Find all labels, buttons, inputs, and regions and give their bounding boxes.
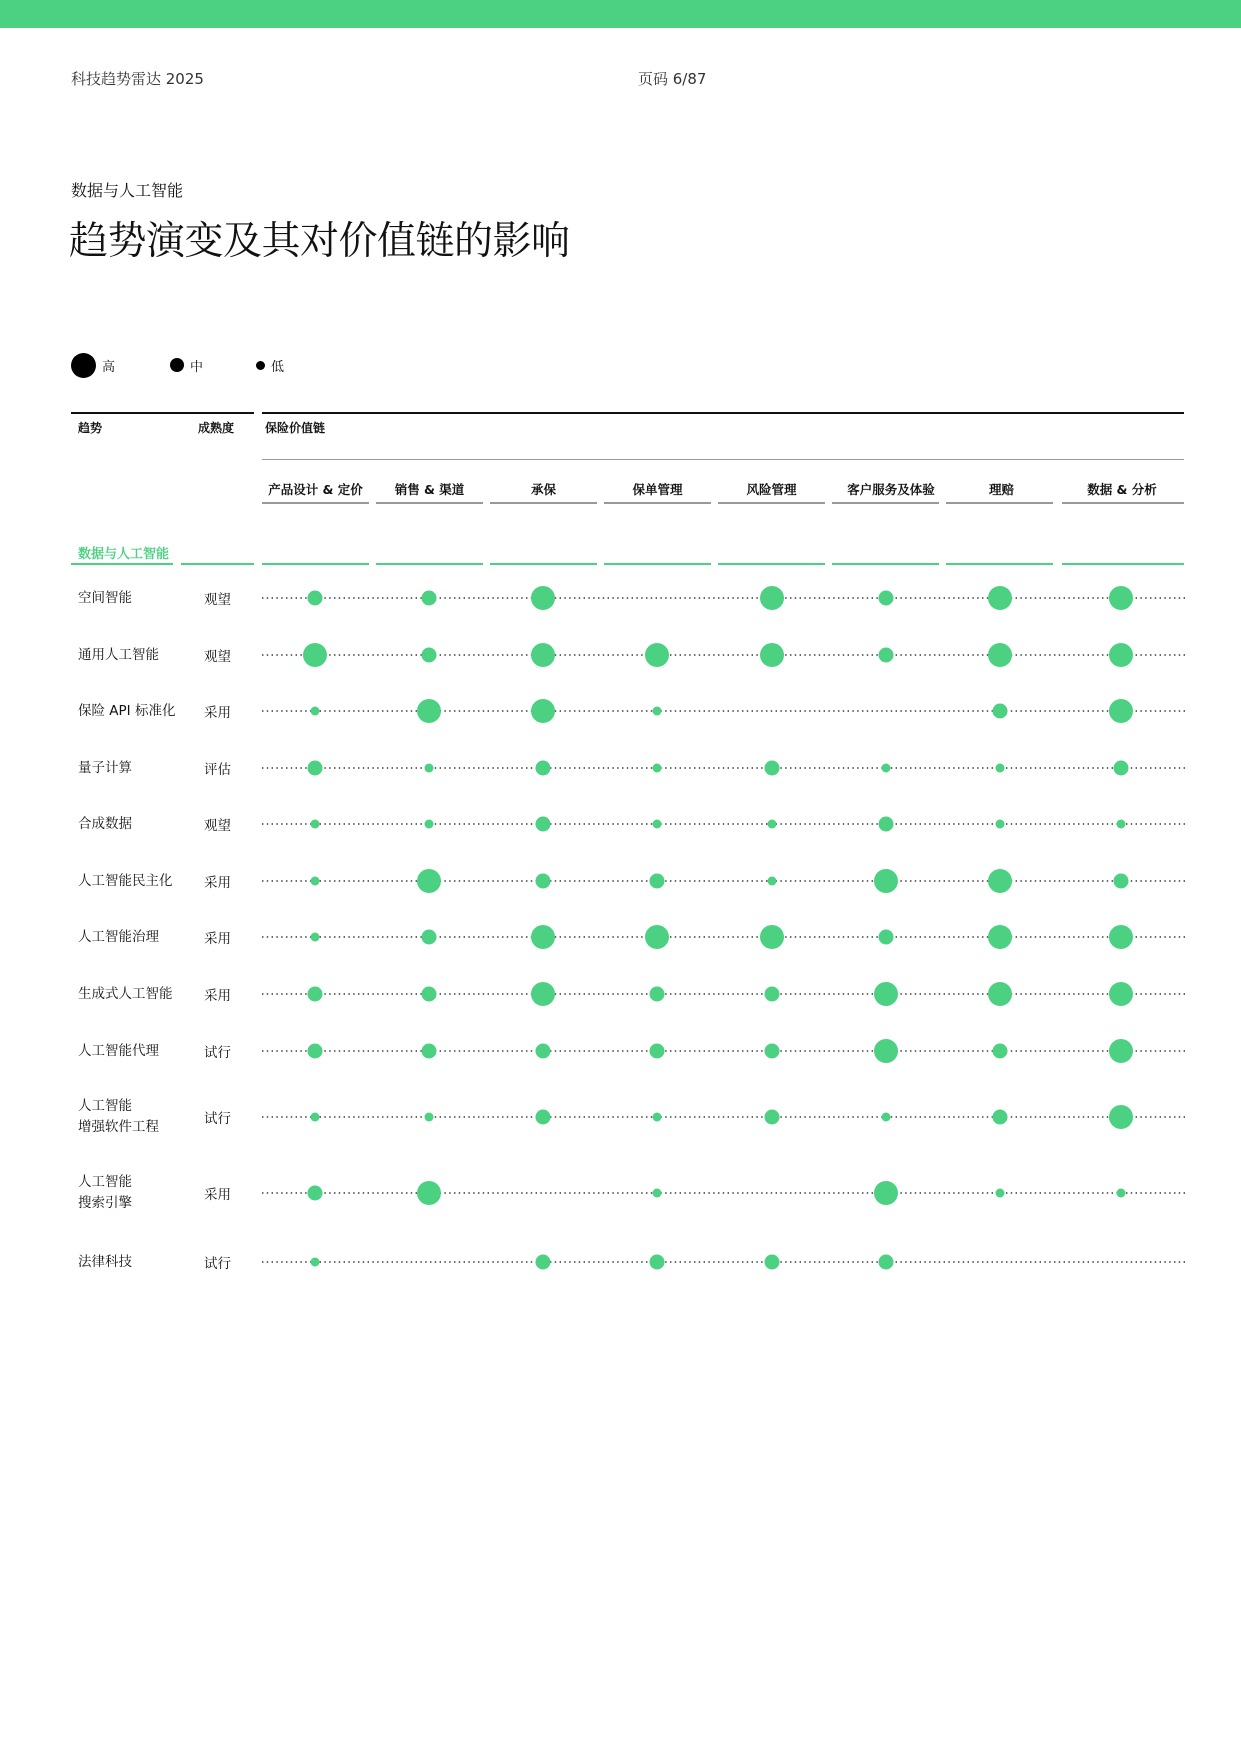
impact-dot-high <box>988 982 1012 1006</box>
impact-dot-high <box>760 925 784 949</box>
maturity-label: 采用 <box>204 988 231 1004</box>
impact-dot-mid <box>422 1044 437 1059</box>
col-policy-admin: 保单管理 <box>632 482 683 497</box>
impact-dot-low <box>425 820 434 829</box>
maturity-label: 采用 <box>204 875 231 891</box>
impact-dot-low <box>311 933 320 942</box>
col-trend-header: 趋势 <box>78 421 103 435</box>
impact-dot-mid <box>422 648 437 663</box>
trend-label-line: 增强软件工程 <box>78 1119 159 1135</box>
impact-dot-low <box>653 1113 662 1122</box>
legend-high-label: 高 <box>102 359 116 375</box>
impact-dot-mid <box>879 817 894 832</box>
impact-dot-high <box>874 1039 898 1063</box>
impact-dot-low <box>1117 1189 1126 1198</box>
impact-dot-mid <box>879 591 894 606</box>
impact-dot-mid <box>879 1255 894 1270</box>
impact-dot-low <box>311 1113 320 1122</box>
trend-label-line: 空间智能 <box>78 589 132 606</box>
impact-dot-low <box>311 877 320 886</box>
impact-dot-mid <box>422 930 437 945</box>
impact-dot-low <box>425 1113 434 1122</box>
impact-dot-low <box>425 764 434 773</box>
impact-dot-mid <box>993 704 1008 719</box>
impact-dot-high <box>1109 643 1133 667</box>
impact-dot-mid <box>308 761 323 776</box>
impact-dot-mid <box>308 1186 323 1201</box>
impact-dot-mid <box>536 817 551 832</box>
maturity-label: 采用 <box>204 1187 231 1203</box>
impact-dot-low <box>882 1113 891 1122</box>
impact-dot-high <box>1109 1039 1133 1063</box>
maturity-label: 采用 <box>204 705 231 721</box>
impact-dot-high <box>760 643 784 667</box>
impact-dot-mid <box>536 874 551 889</box>
col-value-chain-header: 保险价值链 <box>265 421 326 435</box>
impact-dot-mid <box>650 1044 665 1059</box>
col-sales-channel: 销售 & 渠道 <box>394 482 465 497</box>
impact-dot-mid <box>422 591 437 606</box>
maturity-label: 试行 <box>204 1256 231 1272</box>
impact-dot-mid <box>879 648 894 663</box>
impact-dot-high <box>531 699 555 723</box>
impact-dot-mid <box>650 1255 665 1270</box>
impact-dot-high <box>1109 982 1133 1006</box>
page-title: 趋势演变及其对价值链的影响 <box>69 219 570 264</box>
trend-label-line: 搜索引擎 <box>78 1195 132 1211</box>
legend-mid-label: 中 <box>190 359 204 375</box>
impact-dot-low <box>996 1189 1005 1198</box>
impact-dot-mid <box>536 1044 551 1059</box>
trend-label-line: 通用人工智能 <box>78 646 159 663</box>
impact-dot-mid <box>765 1044 780 1059</box>
impact-dot-mid <box>765 1255 780 1270</box>
impact-dot-mid <box>308 591 323 606</box>
impact-dot-mid <box>993 1044 1008 1059</box>
maturity-label: 试行 <box>204 1045 231 1061</box>
impact-dot-mid <box>308 1044 323 1059</box>
maturity-label: 观望 <box>204 649 231 665</box>
impact-dot-high <box>1109 699 1133 723</box>
trend-label-line: 保险 API 标准化 <box>78 702 176 719</box>
impact-dot-high <box>645 925 669 949</box>
col-data-analytics: 数据 & 分析 <box>1087 482 1157 497</box>
impact-dot-mid <box>765 761 780 776</box>
impact-dot-low <box>768 877 777 886</box>
impact-dot-high <box>988 643 1012 667</box>
impact-dot-mid <box>765 1110 780 1125</box>
impact-dot-low <box>768 820 777 829</box>
trend-label-line: 人工智能治理 <box>78 928 159 945</box>
impact-dot-high <box>417 699 441 723</box>
maturity-label: 试行 <box>204 1111 231 1127</box>
impact-dot-mid <box>879 930 894 945</box>
impact-dot-high <box>874 1181 898 1205</box>
impact-dot-high <box>645 643 669 667</box>
impact-dot-low <box>653 707 662 716</box>
maturity-label: 采用 <box>204 931 231 947</box>
impact-dot-high <box>1109 586 1133 610</box>
trend-label-line: 人工智能代理 <box>78 1042 159 1059</box>
impact-dot-low <box>996 764 1005 773</box>
impact-dot-low <box>1117 820 1126 829</box>
trend-label-line: 法律科技 <box>78 1253 132 1270</box>
impact-dot-mid <box>308 987 323 1002</box>
trend-label-line: 生成式人工智能 <box>78 985 173 1002</box>
impact-dot-high <box>1109 925 1133 949</box>
col-product-design: 产品设计 & 定价 <box>268 482 363 497</box>
impact-dot-low <box>311 820 320 829</box>
impact-dot-mid <box>422 987 437 1002</box>
impact-dot-high <box>417 869 441 893</box>
impact-dot-high <box>874 982 898 1006</box>
impact-dot-low <box>653 764 662 773</box>
impact-dot-mid <box>536 1110 551 1125</box>
impact-dot-high <box>531 643 555 667</box>
impact-dot-high <box>988 925 1012 949</box>
impact-dot-low <box>996 820 1005 829</box>
impact-dot-high <box>303 643 327 667</box>
impact-dot-high <box>531 925 555 949</box>
impact-dot-mid <box>765 987 780 1002</box>
impact-dot-mid <box>1114 761 1129 776</box>
maturity-label: 评估 <box>204 762 231 778</box>
impact-dot-high <box>760 586 784 610</box>
impact-dot-low <box>653 820 662 829</box>
section-label: 数据与人工智能 <box>78 547 170 562</box>
trend-label-line: 合成数据 <box>78 815 132 832</box>
section-kicker: 数据与人工智能 <box>71 181 184 200</box>
impact-dot-low <box>653 1189 662 1198</box>
maturity-label: 观望 <box>204 592 231 608</box>
legend-low-label: 低 <box>271 359 285 375</box>
trend-label-line: 人工智能 <box>78 1174 132 1190</box>
trend-label-line: 人工智能民主化 <box>78 872 173 889</box>
impact-dot-mid <box>1114 874 1129 889</box>
impact-dot-mid <box>993 1110 1008 1125</box>
impact-dot-high <box>1109 1105 1133 1129</box>
impact-dot-mid <box>650 987 665 1002</box>
impact-dot-high <box>874 869 898 893</box>
col-customer-service: 客户服务及体验 <box>847 482 935 497</box>
impact-dot-low <box>882 764 891 773</box>
impact-dot-mid <box>536 1255 551 1270</box>
col-underwriting: 承保 <box>530 482 556 497</box>
maturity-label: 观望 <box>204 818 231 834</box>
impact-dot-high <box>417 1181 441 1205</box>
impact-dot-low <box>311 707 320 716</box>
impact-dot-high <box>988 869 1012 893</box>
trend-label-line: 量子计算 <box>78 759 132 776</box>
impact-dot-mid <box>650 874 665 889</box>
col-maturity-header: 成熟度 <box>198 421 235 435</box>
document-title: 科技趋势雷达 2025 <box>71 70 204 88</box>
col-risk-management: 风险管理 <box>746 482 797 497</box>
impact-dot-high <box>531 982 555 1006</box>
impact-dot-mid <box>536 761 551 776</box>
col-claims: 理赔 <box>988 482 1014 497</box>
impact-dot-high <box>988 586 1012 610</box>
impact-dot-high <box>531 586 555 610</box>
trend-label-line: 人工智能 <box>78 1098 132 1114</box>
impact-dot-low <box>311 1258 320 1267</box>
page-number: 页码 6/87 <box>638 70 707 88</box>
